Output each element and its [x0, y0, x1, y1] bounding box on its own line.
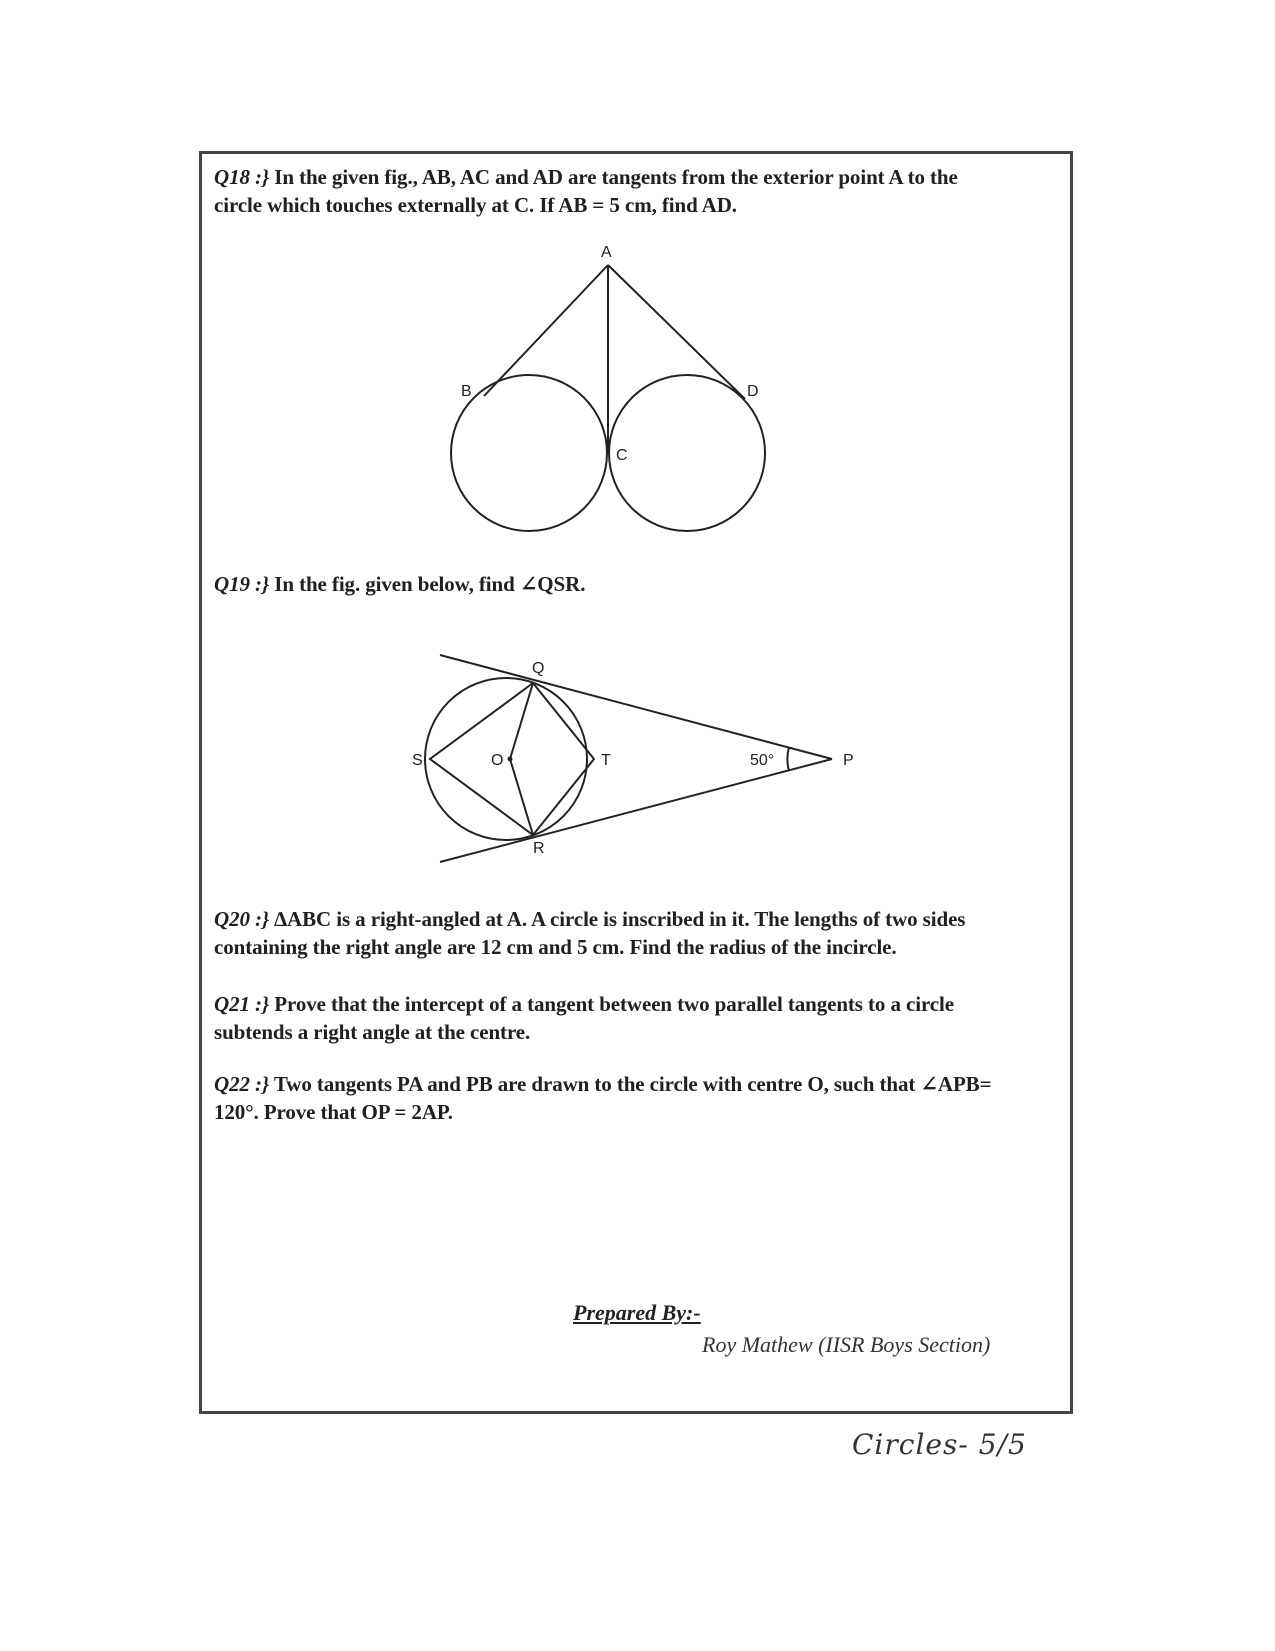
radius-oq	[510, 683, 533, 759]
tangent-ad	[608, 265, 745, 399]
angle-label: 50°	[750, 752, 775, 769]
question-number: Q22 :}	[214, 1072, 270, 1096]
label-c: C	[616, 447, 628, 464]
author-name: Roy Mathew (IISR Boys Section)	[702, 1332, 991, 1357]
question-text-line-2: subtends a right angle at the centre.	[214, 1020, 531, 1044]
angle-arc-p	[787, 747, 789, 771]
label-b: B	[461, 383, 472, 400]
right-circle	[609, 375, 765, 531]
page-reference: Circles- 5/5	[852, 1428, 1027, 1461]
label-a: A	[601, 244, 612, 261]
label-o: O	[491, 752, 504, 769]
label-s: S	[412, 752, 423, 769]
center-point-o	[508, 757, 513, 762]
question-number: Q20 :}	[214, 907, 270, 931]
figure-q18	[451, 265, 765, 531]
label-q: Q	[532, 660, 545, 677]
question-text-line-1: In the given fig., AB, AC and AD are tangents from the exterior point A to the	[274, 165, 958, 189]
prepared-by-label: Prepared By:-	[573, 1300, 701, 1325]
question-number: Q19 :}	[214, 572, 270, 596]
question-text-line-1: ∆ABC is a right-angled at A. A circle is inscribed in it. The lengths of two sides	[274, 907, 966, 931]
question-text: In the fig. given below, find ∠QSR.	[274, 572, 586, 596]
question-text-line-2: circle which touches externally at C. If AB = 5 cm, find AD.	[214, 193, 737, 217]
label-d: D	[747, 383, 759, 400]
left-circle	[451, 375, 607, 531]
label-p: P	[843, 752, 854, 769]
question-number: Q21 :}	[214, 992, 270, 1016]
question-text-line-1: Two tangents PA and PB are drawn to the circle with centre O, such that ∠APB=	[273, 1072, 992, 1096]
question-number: Q18 :}	[214, 165, 270, 189]
question-text-line-1: Prove that the intercept of a tangent between two parallel tangents to a circle	[274, 992, 954, 1016]
radius-or	[510, 759, 533, 835]
label-r: R	[533, 840, 545, 857]
question-text-line-2: 120°. Prove that OP = 2AP.	[214, 1100, 453, 1124]
question-text-line-2: containing the right angle are 12 cm and 5 cm. Find the radius of the incircle.	[214, 935, 897, 959]
label-t: T	[601, 752, 611, 769]
